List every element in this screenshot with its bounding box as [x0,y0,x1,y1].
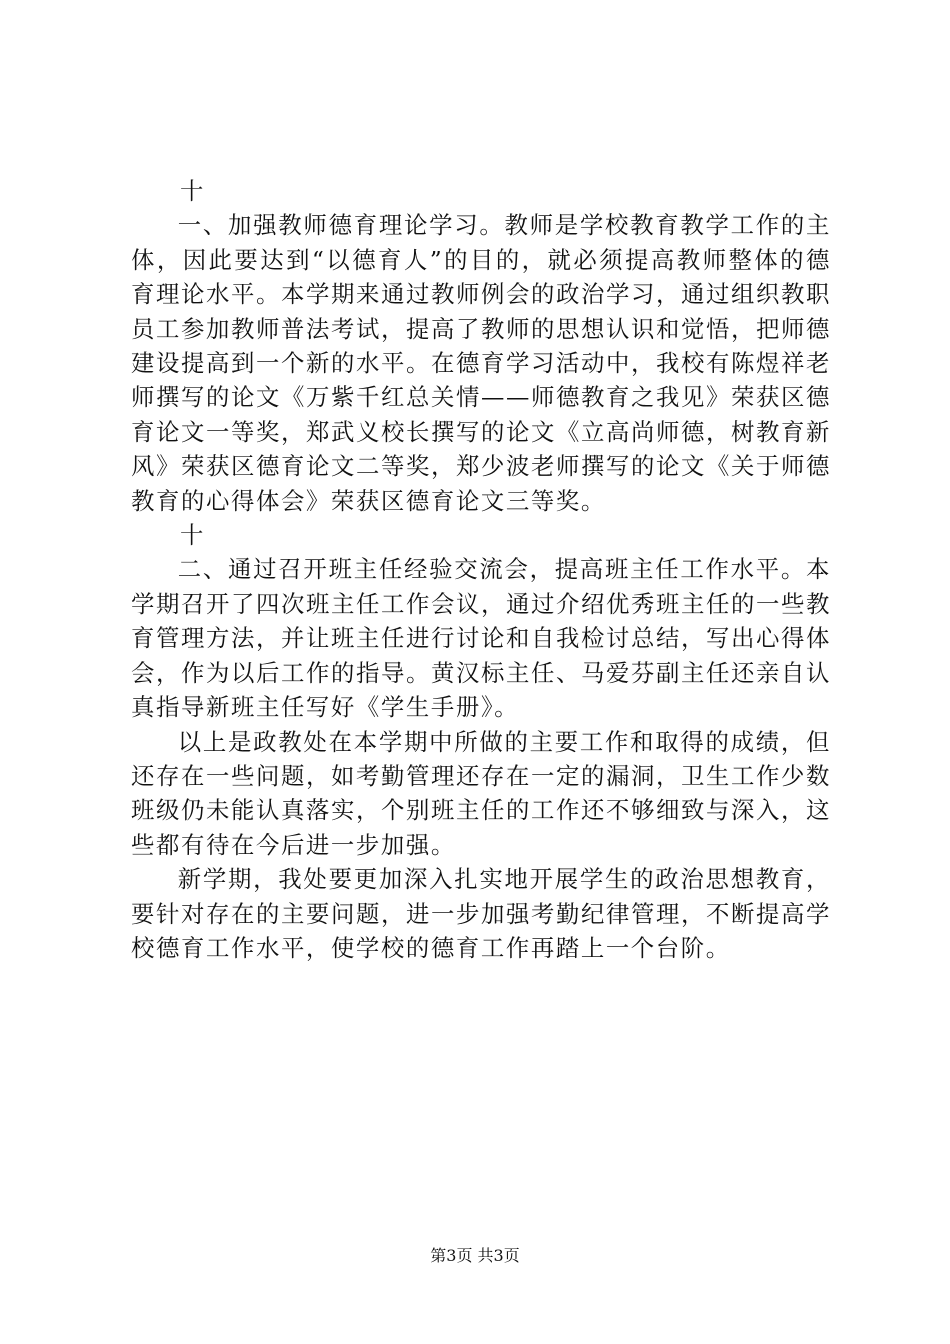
paragraph-teacher-ethics-study: 一、加强教师德育理论学习。教师是学校教育教学工作的主体，因此要达到“以德育人”的目的，就必须提高教师整体的德育理论水平。本学期来通过教师例会的政治学习，通过组织教职员工参加教师普法考试，提高了教师的思想认识和觉悟，把师德建设提高到一个新的水平。在德育学习活动中，我校有陈煜祥老师撰写的论文《万紫千红总关情——师德教育之我见》荣获区德育论文一等奖，郑武义校长撰写的论文《立高尚师德，树教育新风》荣获区德育论文二等奖，郑少波老师撰写的论文《关于师德教育的心得体会》荣获区德育论文三等奖。 [131,211,831,515]
section-marker: 十 [180,177,204,205]
paragraph-summary-issues: 以上是政教处在本学期中所做的主要工作和取得的成绩，但还存在一些问题，如考勤管理还存在一定的漏洞，卫生工作少数班级仍未能认真落实，个别班主任的工作还不够细致与深入，这些都有待在今后进一步加强。 [131,727,831,859]
document-body [131,174,831,965]
paragraph-head-teacher-meetings: 二、通过召开班主任经验交流会，提高班主任工作水平。本学期召开了四次班主任工作会议，通过介绍优秀班主任的一些教育管理方法，并让班主任进行讨论和自我检讨总结，写出心得体会，作为以后工作的指导。黄汉标主任、马爱芬副主任还亲自认真指导新班主任写好《学生手册》。 [131,555,831,722]
page-number-indicator: 第3页 共3页 [430,1246,520,1265]
page-footer [0,1243,950,1266]
section-marker: 十 [180,521,204,550]
paragraph-new-semester-plan: 新学期，我处要更加深入扎实地开展学生的政治思想教育，要针对存在的主要问题，进一步加强考勤纪律管理，不断提高学校德育工作水平，使学校的德育工作再踏上一个台阶。 [131,865,831,962]
